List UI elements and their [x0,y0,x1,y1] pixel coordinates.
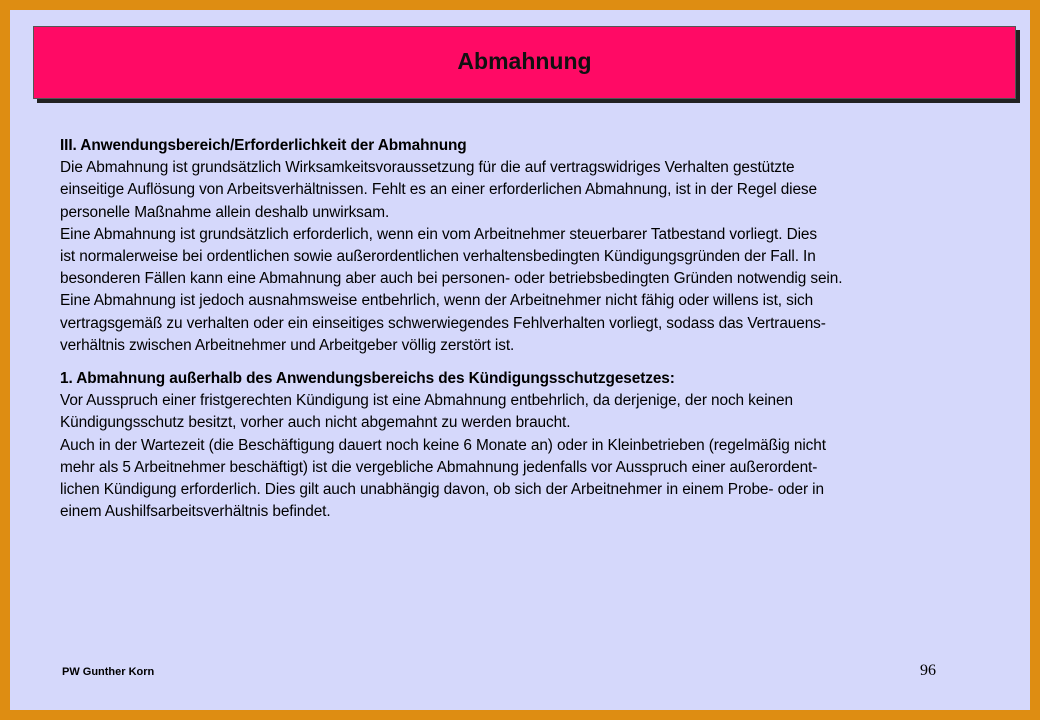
paragraph-line: besonderen Fällen kann eine Abmahnung aber auch bei personen- oder betriebsbedingten Gründen notwendig sein. [60,270,843,288]
paragraph-line: lichen Kündigung erforderlich. Dies gilt auch unabhängig davon, ob sich der Arbeitnehmer in einem Probe- oder in [60,481,824,499]
slide-body [60,135,1035,523]
paragraph-line: verhältnis zwischen Arbeitnehmer und Arbeitgeber völlig zerstört ist. [60,336,515,354]
paragraph-line: Kündigungsschutz besitzt, vorher auch nicht abgemahnt zu werden braucht. [60,414,571,432]
paragraph-line: einseitige Auflösung von Arbeitsverhältnissen. Fehlt es an einer erforderlichen Abmahnung, ist in der Regel diese [60,181,817,199]
slide [10,10,1030,710]
paragraph-line: Auch in der Wartezeit (die Beschäftigung dauert noch keine 6 Monate an) oder in Kleinbetrieben (regelmäßig nicht [60,436,826,454]
page-number: 96 [920,662,936,679]
paragraph-line: Vor Ausspruch einer fristgerechten Kündigung ist eine Abmahnung entbehrlich, da derjenige, der noch keinen [60,392,793,410]
slide-title: Abmahnung [457,48,592,74]
paragraph-line: Eine Abmahnung ist jedoch ausnahmsweise entbehrlich, wenn der Arbeitnehmer nicht fähig oder willens ist, sich [60,292,814,310]
section-spacer [60,357,1035,368]
paragraph-line: Die Abmahnung ist grundsätzlich Wirksamkeitsvoraussetzung für die auf vertragswidriges Verhalten gestützte [60,159,795,177]
section-heading-2: 1. Abmahnung außerhalb des Anwendungsbereichs des Kündigungsschutzgesetzes: [60,370,675,388]
paragraph-line: einem Aushilfsarbeitsverhältnis befindet. [60,503,331,521]
section-heading-1: III. Anwendungsbereich/Erforderlichkeit der Abmahnung [60,137,467,154]
paragraph-line: vertragsgemäß zu verhalten oder ein einseitiges schwerwiegendes Fehlverhalten vorliegt, sodass das Vertrauens- [60,314,826,332]
paragraph-line: personelle Maßnahme allein deshalb unwirksam. [60,203,390,221]
footer-author: PW Gunther Korn [62,666,155,678]
paragraph-line: Eine Abmahnung ist grundsätzlich erforderlich, wenn ein vom Arbeitnehmer steuerbarer Tatbestand vorliegt. Dies [60,225,817,243]
paragraph-line: mehr als 5 Arbeitnehmer beschäftigt) ist die vergebliche Abmahnung jedenfalls vor Ausspruch einer außerordent- [60,458,818,476]
title-banner [33,26,1016,99]
paragraph-line: ist normalerweise bei ordentlichen sowie außerordentlichen verhaltensbedingten Kündigungsgründen der Fall. In [60,248,816,266]
